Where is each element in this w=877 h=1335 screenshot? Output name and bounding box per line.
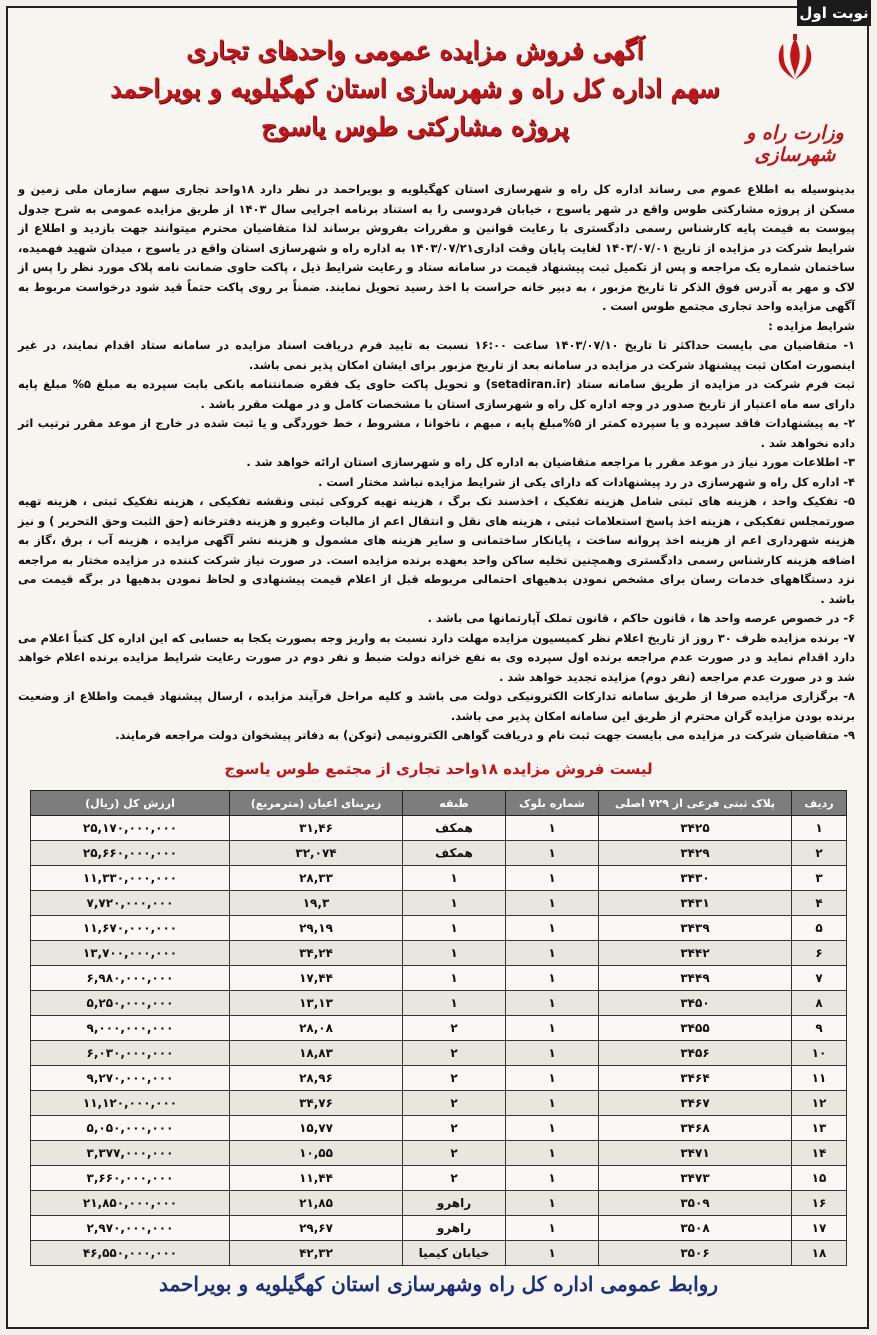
cell-area: ۲۹,۱۹ xyxy=(230,916,403,941)
cell-floor: ۱ xyxy=(403,866,506,891)
cell-row-number: ۱ xyxy=(792,816,847,841)
cell-value: ۳,۳۷۷,۰۰۰,۰۰۰ xyxy=(31,1141,230,1166)
cell-plaque: ۳۴۲۵ xyxy=(599,816,792,841)
cell-block: ۱ xyxy=(506,991,599,1016)
cell-block: ۱ xyxy=(506,1191,599,1216)
header-floor: طبقه xyxy=(403,791,506,816)
cell-floor: راهرو xyxy=(403,1191,506,1216)
advertisement-body xyxy=(18,180,855,746)
table-header-row xyxy=(31,791,847,816)
header-row-number: ردیف xyxy=(792,791,847,816)
cell-area: ۲۸,۰۸ xyxy=(230,1016,403,1041)
cell-area: ۳۲,۰۷۴ xyxy=(230,841,403,866)
ministry-name: وزارت راه و شهرسازی xyxy=(746,122,844,166)
cell-row-number: ۳ xyxy=(792,866,847,891)
cell-block: ۱ xyxy=(506,1091,599,1116)
cell-floor: ۱ xyxy=(403,941,506,966)
table-row xyxy=(31,816,847,841)
table-row xyxy=(31,1016,847,1041)
condition-9: ۹- متقاضیان شرکت در مزایده می بایست جهت ثبت نام و دریافت گواهی الکترونیمی (توکن) به دفاتر پیشخوان دولت مراجعه فرمایند. xyxy=(115,728,855,742)
table-row xyxy=(31,1091,847,1116)
cell-plaque: ۳۴۷۳ xyxy=(599,1166,792,1191)
cell-plaque: ۳۴۵۶ xyxy=(599,1041,792,1066)
cell-floor: همکف xyxy=(403,816,506,841)
cell-area: ۱۱,۴۴ xyxy=(230,1166,403,1191)
cell-plaque: ۳۵۰۶ xyxy=(599,1241,792,1266)
table-row xyxy=(31,841,847,866)
intro-paragraph: بدینوسیله به اطلاع عموم می رساند اداره کل راه و شهرسازی استان کهگیلویه و بویراحمد در نظر دارد ۱۸واحد تجاری سهم سازمان ملی زمین و مسکن از پروژه مشارکتی طوس واقع در شهر یاسوج ، خیابان فردوسی را به استناد برنامه اجرایی سال ۱۴۰۳ از طریق مزایده عمومی به شرح جدول پیوست به قیمت پایه کارشناس رسمی دادگستری با رعایت قوانین و مقررات بفروش برساند لذا متقاضیان محترم میتوانند جهت بازدید و اطلاع از شرایط شرکت در مزایده از تاریخ ۱۴۰۳/۰۷/۰۱ لغایت پایان وقت اداری۱۴۰۳/۰۷/۲۱ به اداره راه و شهرسازی استان واقع در یاسوج ، میدان شهید فهمیده، ساختمان شماره یک مراجعه و پس از تکمیل ثبت پیشنهاد قیمت در سامانه ستاد و رعایت شرایط ذیل ، پاکت حاوی ضمانت نامه پلاک مورد نظر را پس از لاک و مهر به آدرس فوق الذکر تا تاریخ مزبور ، به دبیر خانه حراست با اخذ رسید تحویل نمایند. ضمناً بر روی پاکت حتماً قید شود درخواست مربوط به آگهی مزایده واحد تجاری مجتمع طوس است . xyxy=(18,182,856,313)
cell-floor: ۲ xyxy=(403,1041,506,1066)
cell-area: ۴۲,۳۲ xyxy=(230,1241,403,1266)
cell-value: ۵,۲۵۰,۰۰۰,۰۰۰ xyxy=(31,991,230,1016)
cell-row-number: ۷ xyxy=(792,966,847,991)
cell-row-number: ۱۸ xyxy=(792,1241,847,1266)
cell-block: ۱ xyxy=(506,941,599,966)
table-row xyxy=(31,941,847,966)
cell-plaque: ۳۴۶۸ xyxy=(599,1116,792,1141)
table-row xyxy=(31,891,847,916)
cell-floor: ۱ xyxy=(403,916,506,941)
title-line-2: سهم اداره کل راه و شهرسازی استان کهگیلویه و بویراحمد xyxy=(110,74,720,103)
condition-6: ۶- در خصوص عرصه واحد ها ، قانون حاکم ، قانون تملک آپارتمانها می باشد . xyxy=(427,611,855,625)
table-row xyxy=(31,1241,847,1266)
cell-row-number: ۱۱ xyxy=(792,1066,847,1091)
table-row xyxy=(31,866,847,891)
cell-block: ۱ xyxy=(506,916,599,941)
condition-4: ۴- اداره کل راه و شهرسازی در رد پیشنهادات که دارای یکی از شرایط مزایده نباشد مختار است . xyxy=(318,474,855,489)
cell-area: ۲۱,۸۵ xyxy=(230,1191,403,1216)
header-block: شماره بلوک xyxy=(506,791,599,816)
cell-plaque: ۳۵۰۹ xyxy=(599,1191,792,1216)
cell-block: ۱ xyxy=(506,1066,599,1091)
table-row xyxy=(31,1216,847,1241)
cell-block: ۱ xyxy=(506,1116,599,1141)
cell-row-number: ۹ xyxy=(792,1016,847,1041)
units-table xyxy=(30,790,847,1266)
title-line-3: پروژه مشارکتی طوس یاسوج xyxy=(261,112,569,141)
cell-block: ۱ xyxy=(506,1216,599,1241)
cell-plaque: ۳۵۰۸ xyxy=(599,1216,792,1241)
cell-plaque: ۳۴۷۱ xyxy=(599,1141,792,1166)
cell-value: ۱۱,۱۲۰,۰۰۰,۰۰۰ xyxy=(31,1091,230,1116)
cell-block: ۱ xyxy=(506,1041,599,1066)
condition-7: ۷- برنده مزایده ظرف ۳۰ روز از تاریخ اعلام نظر کمیسیون مزایده مهلت دارد نسبت به واریز وجه بصورت یکجا به حسابی که این اداره کل کتباً اعلام می دارد اقدام نماید و در صورت عدم مراجعه برنده اول سپرده وی به نفع خزانه دولت ضبط و نفر دوم در صورت رعایت شرایط مزایده برنده اعلام خواهد شد و در صورت عدم مراجعه (نفر دوم) مزایده تجدید خواهد شد . xyxy=(18,630,855,684)
cell-area: ۲۹,۶۷ xyxy=(230,1216,403,1241)
cell-floor: ۲ xyxy=(403,1166,506,1191)
cell-area: ۱۵,۷۷ xyxy=(230,1116,403,1141)
cell-floor: ۱ xyxy=(403,966,506,991)
cell-plaque: ۳۴۲۹ xyxy=(599,841,792,866)
cell-value: ۳,۶۶۰,۰۰۰,۰۰۰ xyxy=(31,1166,230,1191)
cell-floor: ۱ xyxy=(403,891,506,916)
cell-floor: ۲ xyxy=(403,1091,506,1116)
header-area: زیربنای اعیان (مترمربع) xyxy=(230,791,403,816)
cell-row-number: ۱۵ xyxy=(792,1166,847,1191)
cell-value: ۷,۷۲۰,۰۰۰,۰۰۰ xyxy=(31,891,230,916)
cell-value: ۱۱,۳۳۰,۰۰۰,۰۰۰ xyxy=(31,866,230,891)
cell-block: ۱ xyxy=(506,1016,599,1041)
header-value: ارزش کل (ریال) xyxy=(31,791,230,816)
cell-floor: ۱ xyxy=(403,991,506,1016)
cell-block: ۱ xyxy=(506,966,599,991)
cell-block: ۱ xyxy=(506,1141,599,1166)
cell-plaque: ۳۴۶۴ xyxy=(599,1066,792,1091)
cell-row-number: ۱۰ xyxy=(792,1041,847,1066)
condition-1: ۱- متقاضیان می بایست حداکثر تا تاریخ ۱۴۰۳/۰۷/۱۰ ساعت ۱۶:۰۰ نسبت به تایید فرم دریافت اسناد مزایده در سامانه ستاد اقدام نمایند، در غیر اینصورت امکان ثبت پیشنهاد شرکت در مزایده در سامانه بعد از تاریخ مزبور برای ایشان امکان پذیر نمی باشد. xyxy=(18,338,855,372)
cell-area: ۲۸,۳۳ xyxy=(230,866,403,891)
header-plaque: پلاک ثبتی فرعی از ۷۲۹ اصلی xyxy=(599,791,792,816)
cell-row-number: ۵ xyxy=(792,916,847,941)
table-row xyxy=(31,1116,847,1141)
table-row xyxy=(31,1191,847,1216)
cell-block: ۱ xyxy=(506,866,599,891)
cell-block: ۱ xyxy=(506,1166,599,1191)
cell-value: ۲۵,۶۶۰,۰۰۰,۰۰۰ xyxy=(31,841,230,866)
table-row xyxy=(31,1041,847,1066)
conditions-heading: شرایط مزایده : xyxy=(768,318,855,333)
cell-value: ۱۳,۷۰۰,۰۰۰,۰۰۰ xyxy=(31,941,230,966)
title-line-1: آگهی فروش مزایده عمومی واحدهای تجاری xyxy=(186,36,644,65)
cell-row-number: ۱۲ xyxy=(792,1091,847,1116)
table-title: لیست فروش مزایده ۱۸واحد تجاری از مجتمع طوس یاسوج xyxy=(224,760,653,778)
cell-floor: راهرو xyxy=(403,1216,506,1241)
ministry-logo xyxy=(725,30,865,166)
condition-2: ۲- به پیشنهادات فاقد سپرده و یا سپرده کمتر از ۵%مبلغ پایه ، مبهم ، ناخوانا ، مشروط ، خط خوردگی و یا ثبت شده در خارج از موعد مقرر ترتیب اثر داده نخواهد شد . xyxy=(18,416,856,450)
cell-row-number: ۱۷ xyxy=(792,1216,847,1241)
table-row xyxy=(31,966,847,991)
cell-floor: خیابان کیمیا xyxy=(403,1241,506,1266)
cell-value: ۲۱,۸۵۰,۰۰۰,۰۰۰ xyxy=(31,1191,230,1216)
cell-row-number: ۲ xyxy=(792,841,847,866)
table-row xyxy=(31,916,847,941)
cell-area: ۳۴,۲۴ xyxy=(230,941,403,966)
cell-floor: ۲ xyxy=(403,1141,506,1166)
cell-area: ۱۹,۳ xyxy=(230,891,403,916)
condition-1b: ثبت فرم شرکت در مزایده از طریق سامانه ستاد (setadiran.ir) و تحویل پاکت حاوی یک فقره ضمانتنامه بانکی بابت سپرده به مبلغ ۵% مبلغ پایه دارای سه ماه اعتبار از تاریخ صدور در وجه اداره کل راه و شهرسازی استان با مشخصات کامل و در مهلت مقرر باشد . xyxy=(18,377,855,411)
cell-area: ۱۷,۴۴ xyxy=(230,966,403,991)
cell-block: ۱ xyxy=(506,816,599,841)
cell-plaque: ۳۴۵۵ xyxy=(599,1016,792,1041)
cell-plaque: ۳۴۴۹ xyxy=(599,966,792,991)
cell-row-number: ۶ xyxy=(792,941,847,966)
cell-value: ۲,۹۷۰,۰۰۰,۰۰۰ xyxy=(31,1216,230,1241)
condition-5: ۵- تفکیک واحد ، هزینه های ثبتی شامل هزینه تفکیک ، اخذسند تک برگ ، هزینه تهیه کروکی ثبتی ونقشه تفکیکی ، هزینه تفکیک ثبتی ، هزینه تهیه صورتمجلس تفکیکی ، هزینه اخذ پاسخ استعلامات ثبتی ، هزینه های نقل و انتقال اعم از مالیات وغیرو و هزینه دفترخانه (حق الثبت وحق التحریر ) و نیز هزینه شهرداری اعم از هزینه اخذ پروانه ساخت ، پایانکار ساختمانی و سایر هزینه های مشمول و هزینه نشر آگهی مزایده ، هزینه آب ، برق ،گاز به اضافه هزینه کارشناس رسمی دادگستری وهمچنین تخلیه ساکن واحد بعهده برنده مزایده است. در صورت نیاز شرکت کننده در مزایده مختار به مراجعه نزد دستگاههای خدمات رسان برای مشخص نمودن بدهیهای احتمالی مربوطه قبل از اعلام قیمت پیشنهادی و لحاظ نمودن بدهیها در برگه قیمت می باشد . xyxy=(18,494,855,606)
cell-floor: ۲ xyxy=(403,1116,506,1141)
cell-row-number: ۱۶ xyxy=(792,1191,847,1216)
edition-badge: نوبت اول xyxy=(797,0,871,26)
table-row xyxy=(31,1141,847,1166)
cell-row-number: ۱۳ xyxy=(792,1116,847,1141)
cell-value: ۶,۹۸۰,۰۰۰,۰۰۰ xyxy=(31,966,230,991)
cell-block: ۱ xyxy=(506,891,599,916)
cell-value: ۲۵,۱۷۰,۰۰۰,۰۰۰ xyxy=(31,816,230,841)
cell-value: ۴۶,۵۵۰,۰۰۰,۰۰۰ xyxy=(31,1241,230,1266)
cell-plaque: ۳۴۳۰ xyxy=(599,866,792,891)
cell-value: ۱۱,۶۷۰,۰۰۰,۰۰۰ xyxy=(31,916,230,941)
iran-emblem-icon xyxy=(765,32,825,92)
condition-3: ۳- اطلاعات مورد نیاز در موعد مقرر با مراجعه متقاضیان به اداره کل راه و شهرسازی استان ارائه خواهد شد . xyxy=(246,455,855,469)
cell-plaque: ۳۴۶۷ xyxy=(599,1091,792,1116)
cell-row-number: ۸ xyxy=(792,991,847,1016)
cell-floor: ۲ xyxy=(403,1016,506,1041)
public-relations-footer: روابط عمومی اداره کل راه وشهرسازی استان کهگیلویه و بویراحمد xyxy=(159,1272,718,1296)
cell-plaque: ۳۴۳۹ xyxy=(599,916,792,941)
cell-value: ۹,۲۷۰,۰۰۰,۰۰۰ xyxy=(31,1066,230,1091)
cell-floor: ۲ xyxy=(403,1066,506,1091)
table-row xyxy=(31,1166,847,1191)
advertisement-title xyxy=(110,32,720,146)
cell-area: ۳۴,۷۶ xyxy=(230,1091,403,1116)
table-body xyxy=(31,816,847,1266)
cell-block: ۱ xyxy=(506,1241,599,1266)
cell-plaque: ۳۴۴۲ xyxy=(599,941,792,966)
cell-area: ۲۸,۹۶ xyxy=(230,1066,403,1091)
condition-8: ۸- برگزاری مزایده صرفا از طریق سامانه تدارکات الکترونیکی دولت می باشد و کلیه مراحل فرآیند مزایده ، ارسال پیشنهاد قیمت واطلاع از وضعیت برنده بودن مزایده گران محترم از طریق این سامانه امکان پذیر می باشد. xyxy=(18,689,855,723)
cell-value: ۵,۰۵۰,۰۰۰,۰۰۰ xyxy=(31,1116,230,1141)
cell-area: ۱۳,۱۳ xyxy=(230,991,403,1016)
cell-row-number: ۴ xyxy=(792,891,847,916)
cell-area: ۱۸,۸۳ xyxy=(230,1041,403,1066)
cell-area: ۱۰,۵۵ xyxy=(230,1141,403,1166)
cell-value: ۶,۰۳۰,۰۰۰,۰۰۰ xyxy=(31,1041,230,1066)
cell-floor: همکف xyxy=(403,841,506,866)
cell-plaque: ۳۴۳۱ xyxy=(599,891,792,916)
cell-row-number: ۱۴ xyxy=(792,1141,847,1166)
cell-plaque: ۳۴۵۰ xyxy=(599,991,792,1016)
cell-block: ۱ xyxy=(506,841,599,866)
cell-area: ۳۱,۴۶ xyxy=(230,816,403,841)
table-row xyxy=(31,991,847,1016)
table-row xyxy=(31,1066,847,1091)
cell-value: ۹,۰۰۰,۰۰۰,۰۰۰ xyxy=(31,1016,230,1041)
